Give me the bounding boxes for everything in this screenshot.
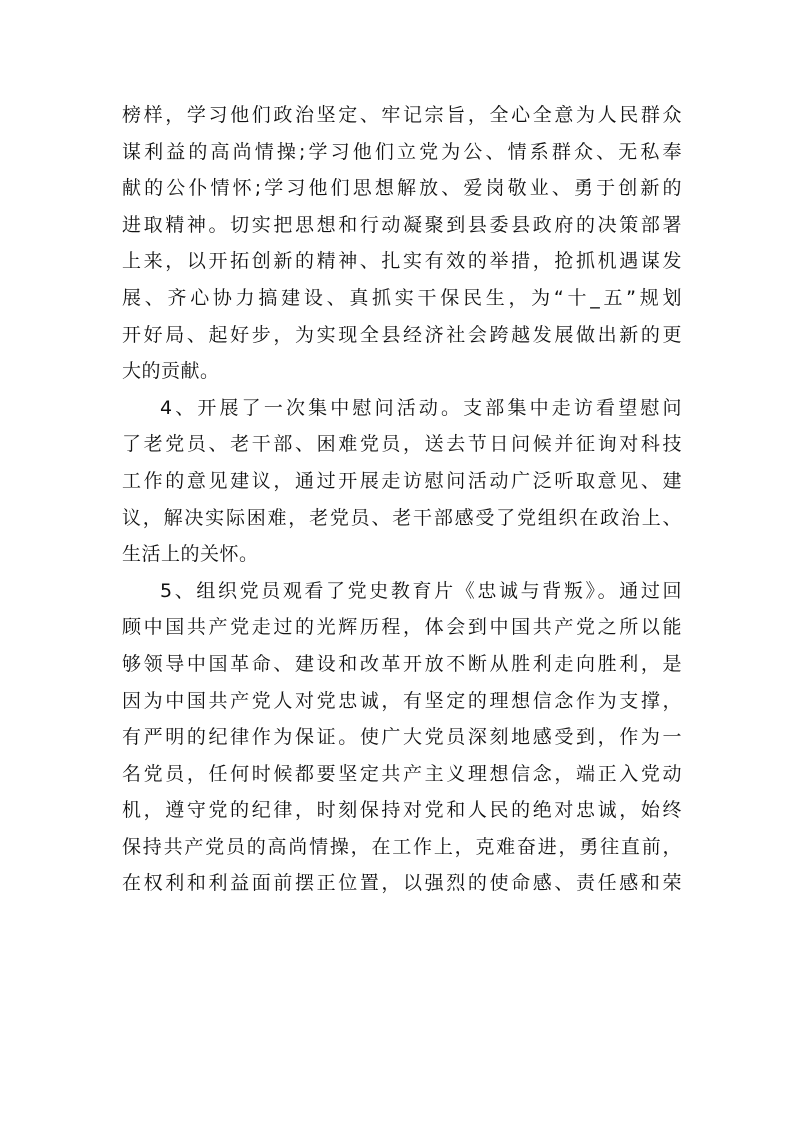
text-line: 了老党员、老干部、困难党员，送去节日问候并征询对科技 <box>122 433 682 456</box>
text-line: 献的公仆情怀;学习他们思想解放、爱岗敬业、勇于创新的 <box>122 177 682 200</box>
text-line: 5、组织党员观看了党史教育片《忠诚与背叛》。通过回 <box>160 579 682 602</box>
document-body <box>122 97 682 902</box>
text-line: 顾中国共产党走过的光辉历程，体会到中国共产党之所以能 <box>122 616 682 639</box>
text-line: 生活上的关怀。 <box>122 543 259 566</box>
text-line: 机，遵守党的纪律，时刻保持对党和人民的绝对忠诚，始终 <box>122 799 682 822</box>
text-line: 保持共产党员的高尚情操，在工作上，克难奋进，勇往直前， <box>122 835 682 858</box>
text-line: 4、开展了一次集中慰问活动。支部集中走访看望慰问 <box>160 396 682 419</box>
text-line: 在权利和利益面前摆正位置，以强烈的使命感、责任感和荣 <box>122 872 682 895</box>
text-line: 开好局、起好步，为实现全县经济社会跨越发展做出新的更 <box>122 323 682 346</box>
text-line: 名党员，任何时候都要坚定共产主义理想信念，端正入党动 <box>122 762 682 785</box>
text-line: 榜样，学习他们政治坚定、牢记宗旨，全心全意为人民群众 <box>122 104 682 126</box>
paragraph-item-5-film <box>122 573 682 902</box>
text-line: 议，解决实际困难，老党员、老干部感受了党组织在政治上、 <box>122 506 682 529</box>
text-line: 进取精神。切实把思想和行动凝聚到县委县政府的决策部署 <box>122 213 682 236</box>
text-line: 够领导中国革命、建设和改革开放不断从胜利走向胜利，是 <box>122 652 682 675</box>
text-line: 上来，以开拓创新的精神、扎实有效的举措，抢抓机遇谋发 <box>122 250 682 273</box>
paragraph-item-4-visits <box>122 390 682 573</box>
text-line: 有严明的纪律作为保证。使广大党员深刻地感受到，作为一 <box>122 726 682 749</box>
paragraph-role-models <box>122 97 682 390</box>
text-line: 展、齐心协力搞建设、真抓实干保民生，为“十_五”规划 <box>122 286 682 309</box>
text-line: 谋利益的高尚情操;学习他们立党为公、情系群众、无私奉 <box>122 140 682 163</box>
text-line: 因为中国共产党人对党忠诚，有坚定的理想信念作为支撑， <box>122 689 682 712</box>
text-line: 工作的意见建议，通过开展走访慰问活动广泛听取意见、建 <box>122 469 682 492</box>
text-line: 大的贡献。 <box>122 360 220 383</box>
